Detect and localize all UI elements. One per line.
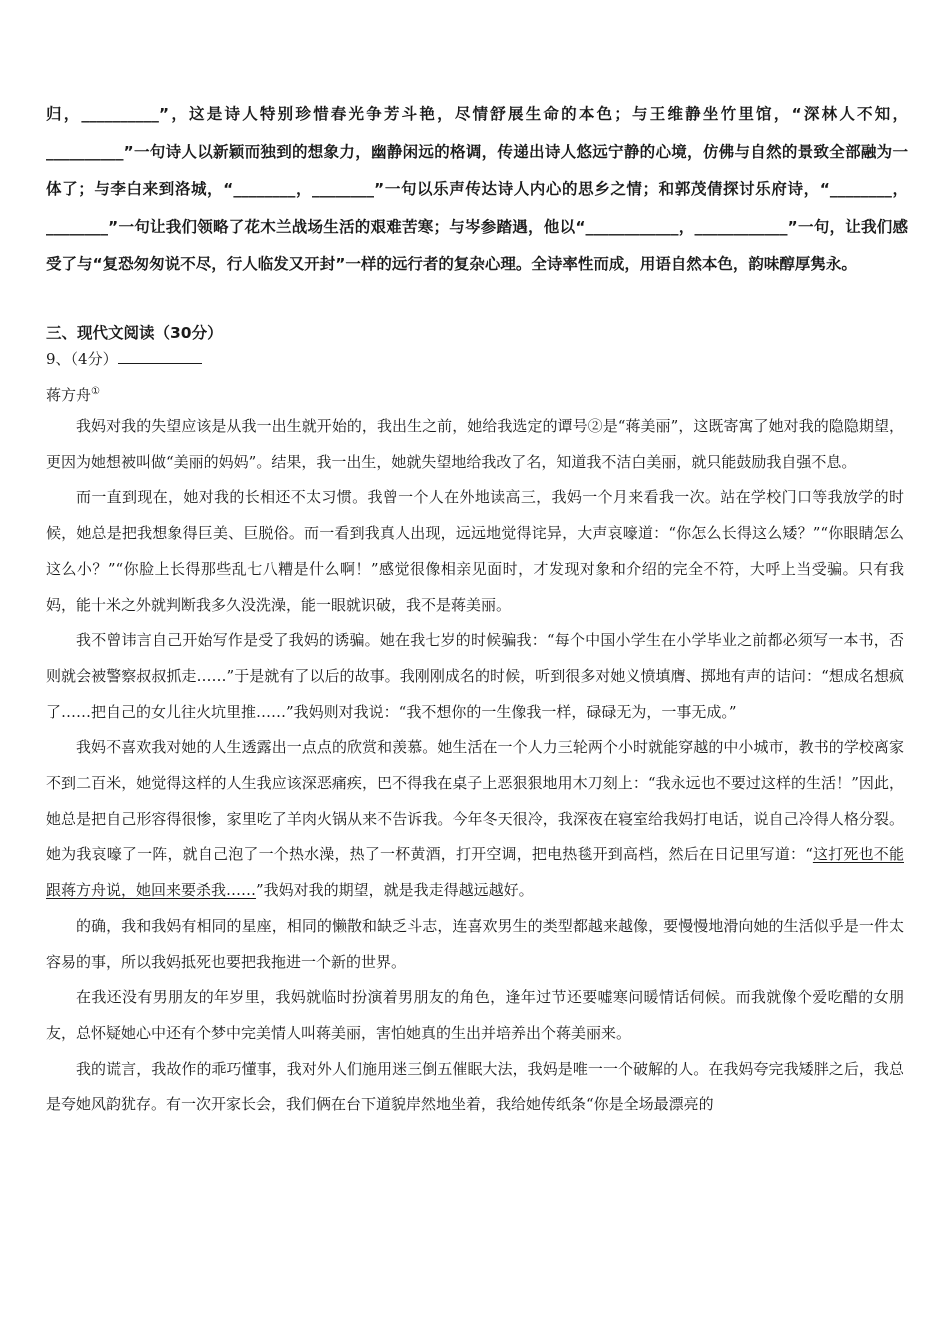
author-name: 蒋方舟 [46,386,92,404]
article-paragraph-3: 我不曾讳言自己开始写作是受了我妈的诱骗。她在我七岁的时候骗我：“每个中国小学生在小学毕业之前都必须写一本书，否则就会被警察叔叔抓走……”于是就有了以后的故事。我刚刚成名的时候，听到很多对她义愤填膺、掷地有声的诘问：“想成名想疯了……把自己的女儿往火坑里推……”我妈则对我说：“我不想你的一生像我一样，碌碌无为，一事无成。” [46,631,904,721]
underlined-sentence: 这打死也不能跟蒋方舟说，她回来要杀我…… [46,845,904,900]
poem-summary-paragraph: 归，__________”，这是诗人特别珍惜春光争芳斗艳，尽情舒展生命的本色；与王维静坐竹里馆，“深林人不知，__________”一句诗人以新颖而独到的想象力，幽静闲远的格调，传递出诗人悠远宁静的心境，仿佛与自然的景致全部融为一体了；与李白来到洛城，“________，________”一句以乐声传达诗人内心的思乡之情；和郭茂倩探讨乐府诗，“________，________”一句让我们领略了花木兰战场生活的艰难苦寒；与岑参踏遇，他以“____________，____________”一句，让我们感受了与“复恐匆匆说不尽，行人临发又开封”一样的远行者的复杂心理。全诗率性而成，用语自然本色，韵味醇厚隽永。 [46,105,908,274]
answer-blank[interactable] [118,347,202,364]
question-number [46,347,202,371]
p4-text-after: ”我妈对我的期望，就是我走得越远越好。 [256,881,534,900]
article-body [46,409,904,1123]
article-paragraph-5: 的确，我和我妈有相同的星座，相同的懒散和缺乏斗志，连喜欢男生的类型都越来越像，要慢慢地滑向她的生活似乎是一件太容易的事，所以我妈抵死也要把我拖进一个新的世界。 [46,916,904,971]
footnote-mark: ① [91,386,100,397]
article-paragraph-6: 在我还没有男朋友的年岁里，我妈就临时扮演着男朋友的角色，逢年过节还要嘘寒问暖情话伺候。而我就像个爱吃醋的女朋友，总怀疑她心中还有个梦中完美情人叫蒋美丽，害怕她真的生出并培养出个蒋美丽来。 [46,988,904,1042]
section-heading: 三、现代文阅读（30分） [46,324,223,342]
question-label: 9、（4分） [46,350,118,368]
article-paragraph-7: 我的谎言，我故作的乖巧懂事，我对外人们施用迷三倒五催眠大法，我妈是唯一一个破解的人。在我妈夸完我矮胖之后，我总是夸她风韵犹存。有一次开家长会，我们俩在台下道貌岸然地坐着，我给她传纸条“你是全场最漂亮的 [46,1059,904,1114]
article-paragraph-2: 而一直到现在，她对我的长相还不太习惯。我曾一个人在外地读高三，我妈一个月来看我一次。站在学校门口等我放学的时候，她总是把我想象得巨美、巨脱俗。而一看到我真人出现，远远地觉得诧异，大声哀嚎道：“你怎么长得这么矮？”“你眼睛怎么这么小？”“你脸上长得那些乱七八糟是什么啊！”感觉很像相亲见面时，才发现对象和介绍的完全不符，大呼上当受骗。只有我妈，能十米之外就判断我多久没洗澡，能一眼就识破，我不是蒋美丽。 [46,488,904,614]
article-paragraph-1: 我妈对我的失望应该是从我一出生就开始的，我出生之前，她给我选定的谭号②是“蒋美丽”，这既寄寓了她对我的隐隐期望，更因为她想被叫做“美丽的妈妈”。结果，我一出生，她就失望地给我改了名，知道我不洁白美丽，就只能鼓励我自强不息。 [46,417,904,471]
article-author [46,380,100,407]
article-paragraph-4 [46,730,904,909]
p4-text-before: 我妈不喜欢我对她的人生透露出一点点的欣赏和羡慕。她生活在一个人力三轮两个小时就能穿越的中小城市，教书的学校离家不到二百米，她觉得这样的人生我应该深恶痛疾，巴不得我在桌子上恶狠狠地用木刀刻上：“我永远也不要过这样的生活！”因此，她总是把自己形容得很惨，家里吃了羊肉火锅从来不告诉我。今年冬天很冷，我深夜在寝室给我妈打电话，说自己冷得人格分裂。她为我哀嚎了一阵，就自己泡了一个热水澡，热了一杯黄酒，打开空调，把电热毯开到高档，然后在日记里写道：“ [46,738,904,864]
